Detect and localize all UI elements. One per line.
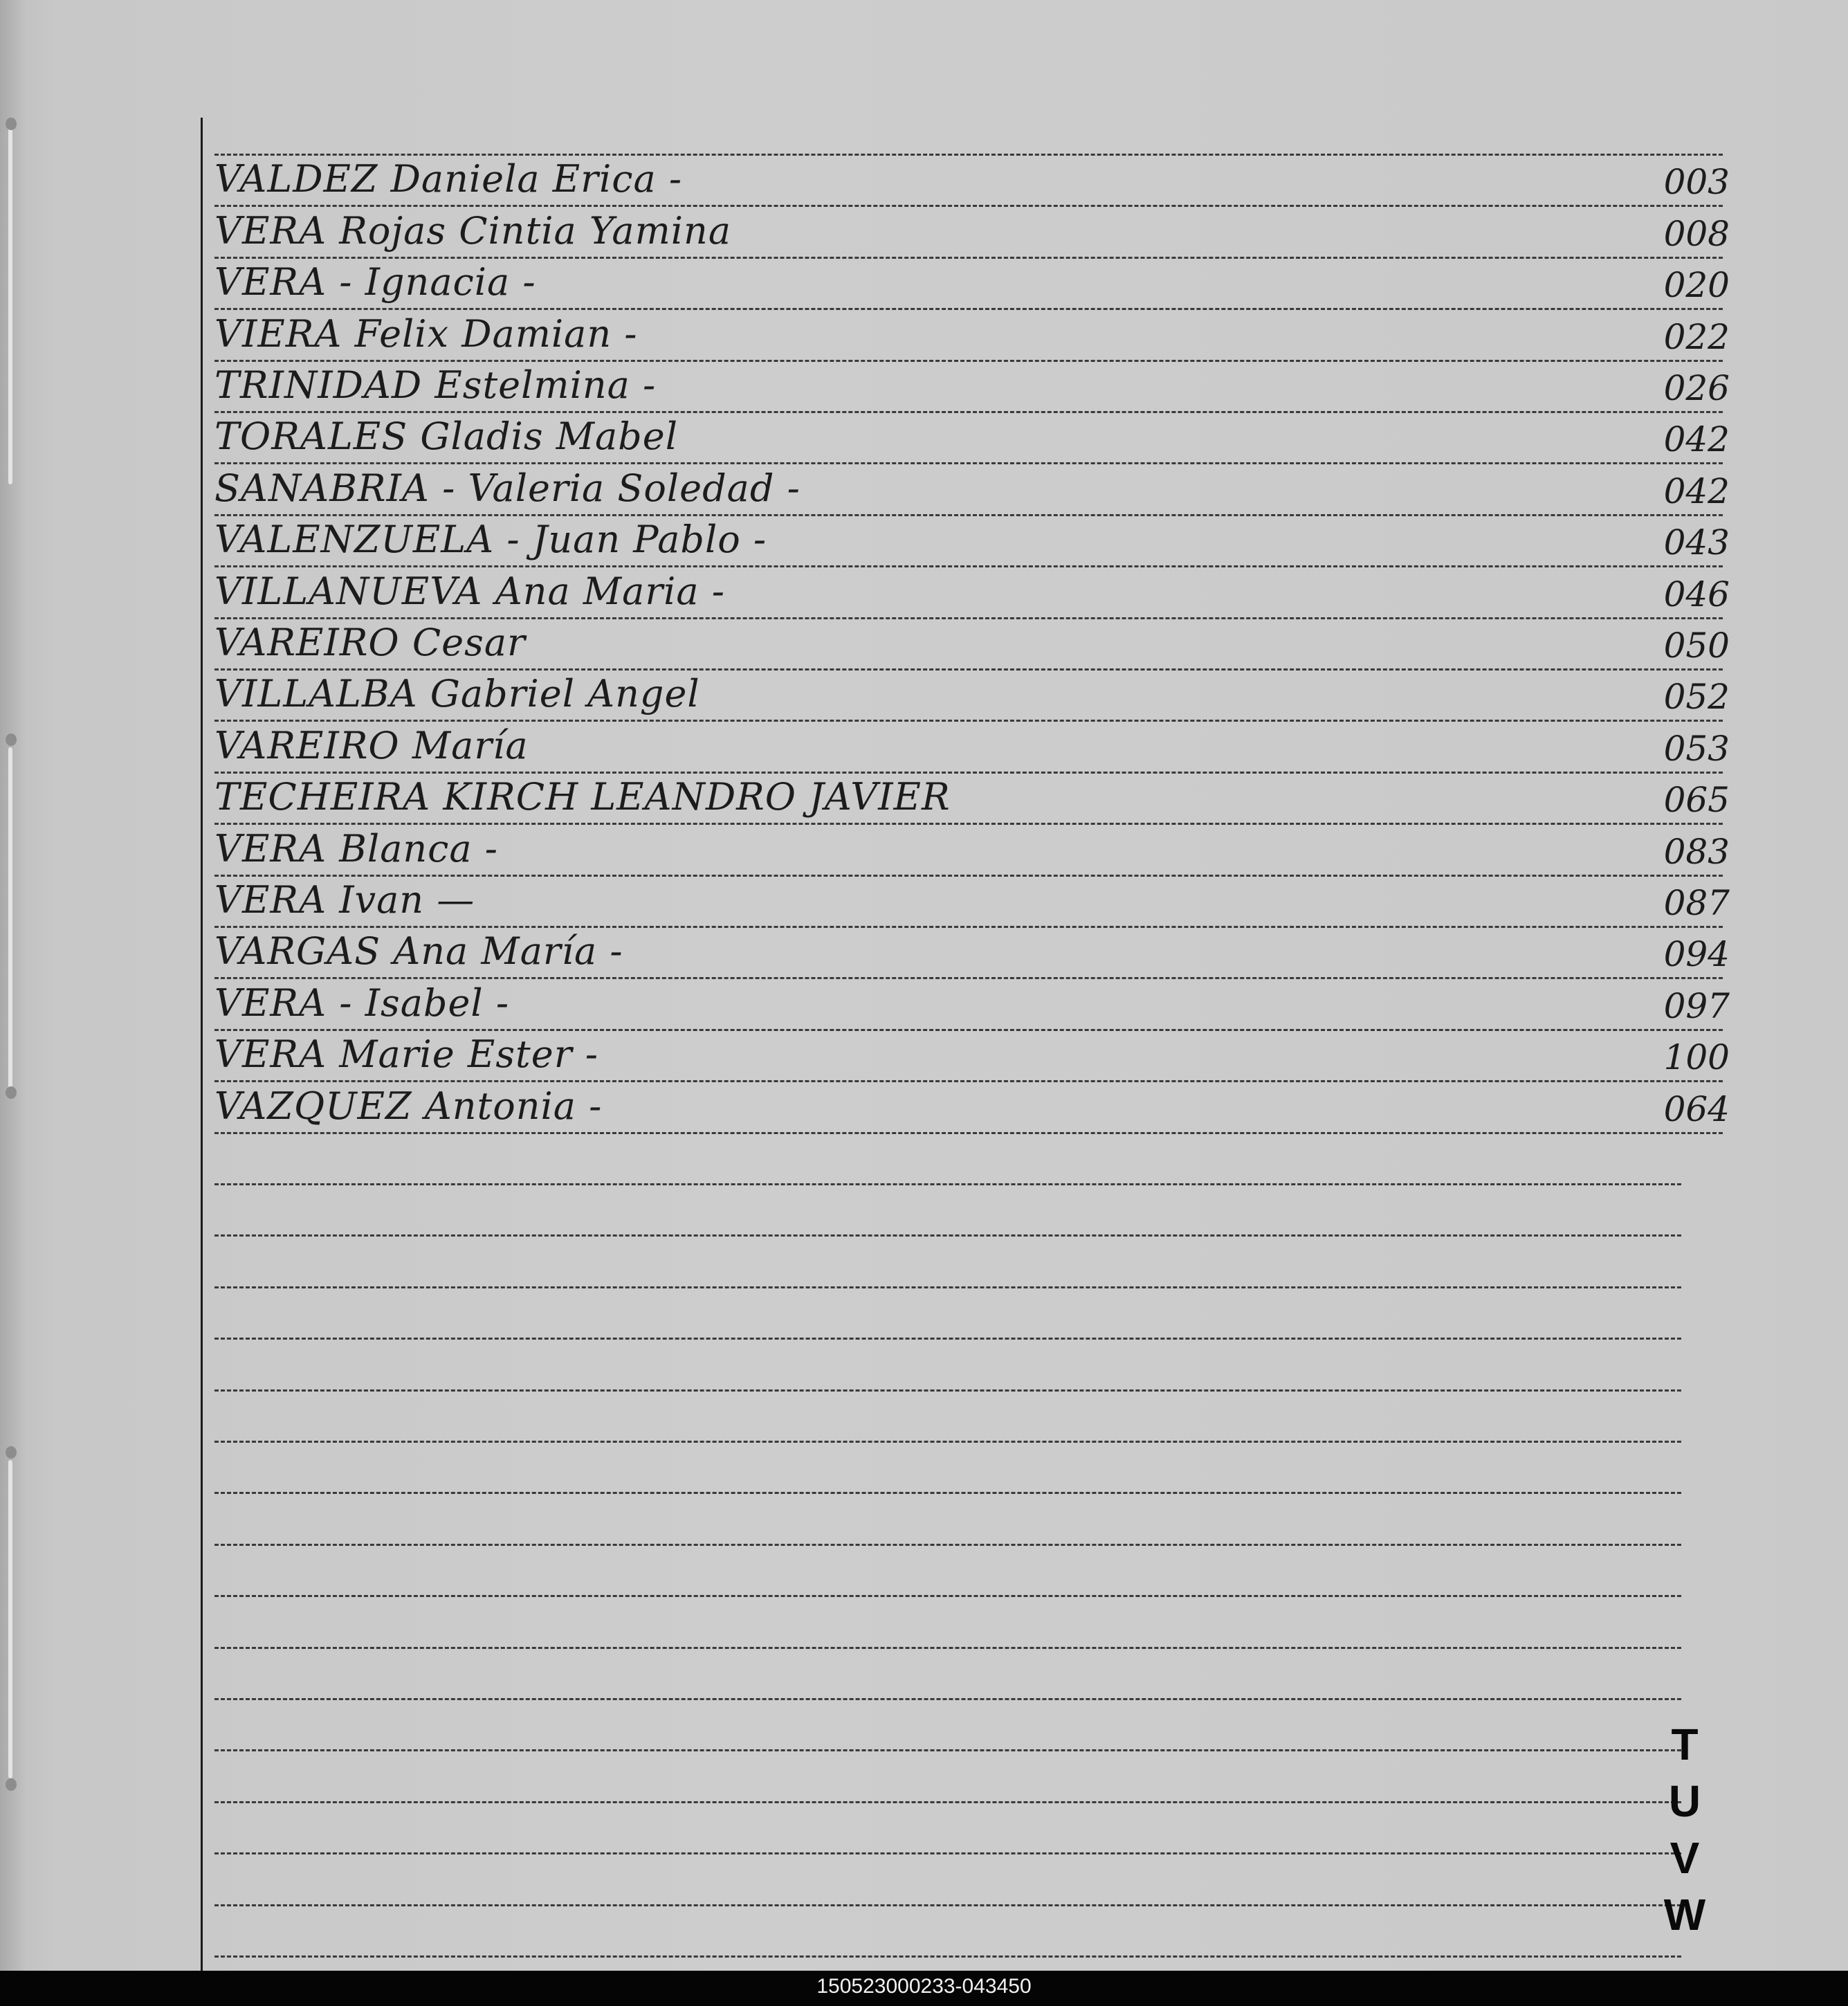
ruled-line [214, 1647, 1681, 1649]
ruled-line [214, 1183, 1681, 1185]
ruled-line [214, 308, 1723, 310]
ruled-line [214, 1852, 1681, 1854]
entry-folio: 097 [1663, 986, 1730, 1026]
ruled-line [214, 462, 1723, 464]
ruled-line [214, 514, 1723, 516]
entry-name: VERA - Ignacia - [214, 260, 536, 304]
index-entry [208, 262, 1730, 308]
ruled-line [214, 1441, 1681, 1443]
binding-stitch [6, 118, 17, 130]
margin-line [201, 118, 203, 1971]
scan-footer [0, 1971, 1848, 2006]
ruled-line [214, 154, 1723, 156]
index-entry [208, 159, 1730, 205]
entry-name: TECHEIRA KIRCH LEANDRO JAVIER [214, 775, 951, 819]
entry-folio: 042 [1663, 419, 1730, 459]
ruled-line [214, 1904, 1681, 1906]
binding-stitch [6, 733, 17, 746]
ruled-line [214, 1286, 1681, 1288]
entry-folio: 087 [1663, 883, 1730, 923]
ruled-line [214, 720, 1723, 722]
ruled-line [214, 823, 1723, 825]
ruled-line [214, 668, 1723, 671]
entry-name: VILLANUEVA Ana Maria - [214, 569, 726, 613]
entry-folio: 065 [1663, 780, 1730, 820]
index-entry [208, 1034, 1730, 1080]
index-entry [208, 211, 1730, 257]
ruled-line [214, 1544, 1681, 1546]
entry-name: VILLALBA Gabriel Angel [214, 672, 700, 715]
entry-name: VARGAS Ana María - [214, 929, 623, 973]
ruled-line [214, 1029, 1723, 1031]
ruled-line [214, 1389, 1681, 1392]
entry-folio: 046 [1663, 574, 1730, 614]
entry-name: VERA Marie Ester - [214, 1032, 598, 1076]
ruled-line [214, 565, 1723, 567]
index-entry [208, 314, 1730, 360]
entry-name: VERA Blanca - [214, 827, 499, 870]
index-entry [208, 569, 1730, 617]
index-entry [208, 777, 1730, 823]
index-letter-u[interactable]: U [1668, 1776, 1701, 1826]
entry-name: VAREIRO María [214, 724, 529, 767]
ruled-line [214, 257, 1723, 259]
ruled-line [214, 875, 1723, 877]
entry-folio: 094 [1663, 934, 1730, 974]
entry-folio: 020 [1663, 265, 1730, 305]
entry-name: VERA Ivan — [214, 878, 475, 922]
binding-thread [8, 747, 12, 1093]
binding-thread [8, 125, 12, 484]
ruled-line [214, 1955, 1681, 1958]
ruled-line [214, 1595, 1681, 1597]
entry-name: VERA - Isabel - [214, 981, 510, 1025]
ruled-line [214, 1492, 1681, 1494]
entry-name: VERA Rojas Cintia Yamina [214, 209, 732, 253]
index-letter-w[interactable]: W [1663, 1890, 1706, 1940]
entry-folio: 050 [1663, 626, 1730, 666]
entry-folio: 026 [1663, 368, 1730, 408]
entry-folio: 052 [1663, 677, 1730, 717]
scan-id: 150523000233-043450 [816, 1975, 1032, 1998]
entry-folio: 022 [1663, 317, 1730, 357]
alphabet-index-tabs [1661, 1716, 1709, 1943]
index-entry [208, 623, 1730, 668]
binding-thread [8, 1460, 12, 1778]
ruled-line [214, 1234, 1681, 1237]
entry-folio: 053 [1663, 729, 1730, 769]
ruled-line [214, 1801, 1681, 1803]
ruled-line [214, 1132, 1723, 1134]
entry-folio: 083 [1663, 832, 1730, 872]
ruled-line [214, 411, 1723, 413]
entry-folio: 064 [1663, 1089, 1730, 1129]
index-entry [208, 414, 1730, 462]
index-entry [208, 931, 1730, 977]
index-entry [208, 468, 1730, 514]
binding-stitch [6, 1446, 17, 1459]
entry-folio: 100 [1663, 1037, 1730, 1077]
binding-stitch [6, 1086, 17, 1099]
index-entry [208, 726, 1730, 772]
binding-stitch [6, 1778, 17, 1791]
ruled-line [214, 1698, 1681, 1700]
ruled-line [214, 205, 1723, 207]
entry-folio: 003 [1663, 162, 1730, 202]
index-entry [208, 365, 1730, 411]
ruled-line [214, 1338, 1681, 1340]
ruled-line [214, 1749, 1681, 1751]
index-entry [208, 880, 1730, 926]
ruled-line [214, 926, 1723, 928]
entry-folio: 043 [1663, 522, 1730, 563]
entry-folio: 008 [1663, 214, 1730, 254]
entry-name: VALDEZ Daniela Erica - [214, 157, 683, 201]
entry-name: VAZQUEZ Antonia - [214, 1084, 603, 1128]
entry-name: VIERA Felix Damian - [214, 312, 638, 356]
ruled-line [214, 772, 1723, 774]
entry-name: TORALES Gladis Mabel [214, 414, 678, 458]
entry-name: SANABRIA - Valeria Soledad - [214, 466, 801, 510]
ruled-line [214, 617, 1723, 619]
entry-name: VAREIRO Cesar [214, 621, 526, 664]
ruled-line [214, 1080, 1723, 1082]
index-entry [208, 674, 1730, 720]
index-entry [208, 829, 1730, 875]
ruled-line [214, 977, 1723, 979]
ruled-line [214, 360, 1723, 362]
index-entry [208, 983, 1730, 1029]
index-letter-v[interactable]: V [1669, 1833, 1700, 1883]
entry-name: TRINIDAD Estelmina - [214, 363, 657, 407]
entry-folio: 042 [1663, 471, 1730, 511]
index-entry [208, 1086, 1730, 1132]
index-entry [208, 520, 1730, 565]
binding-edge [0, 0, 28, 1971]
index-letter-t[interactable]: T [1671, 1720, 1699, 1769]
entry-name: VALENZUELA - Juan Pablo - [214, 518, 767, 561]
